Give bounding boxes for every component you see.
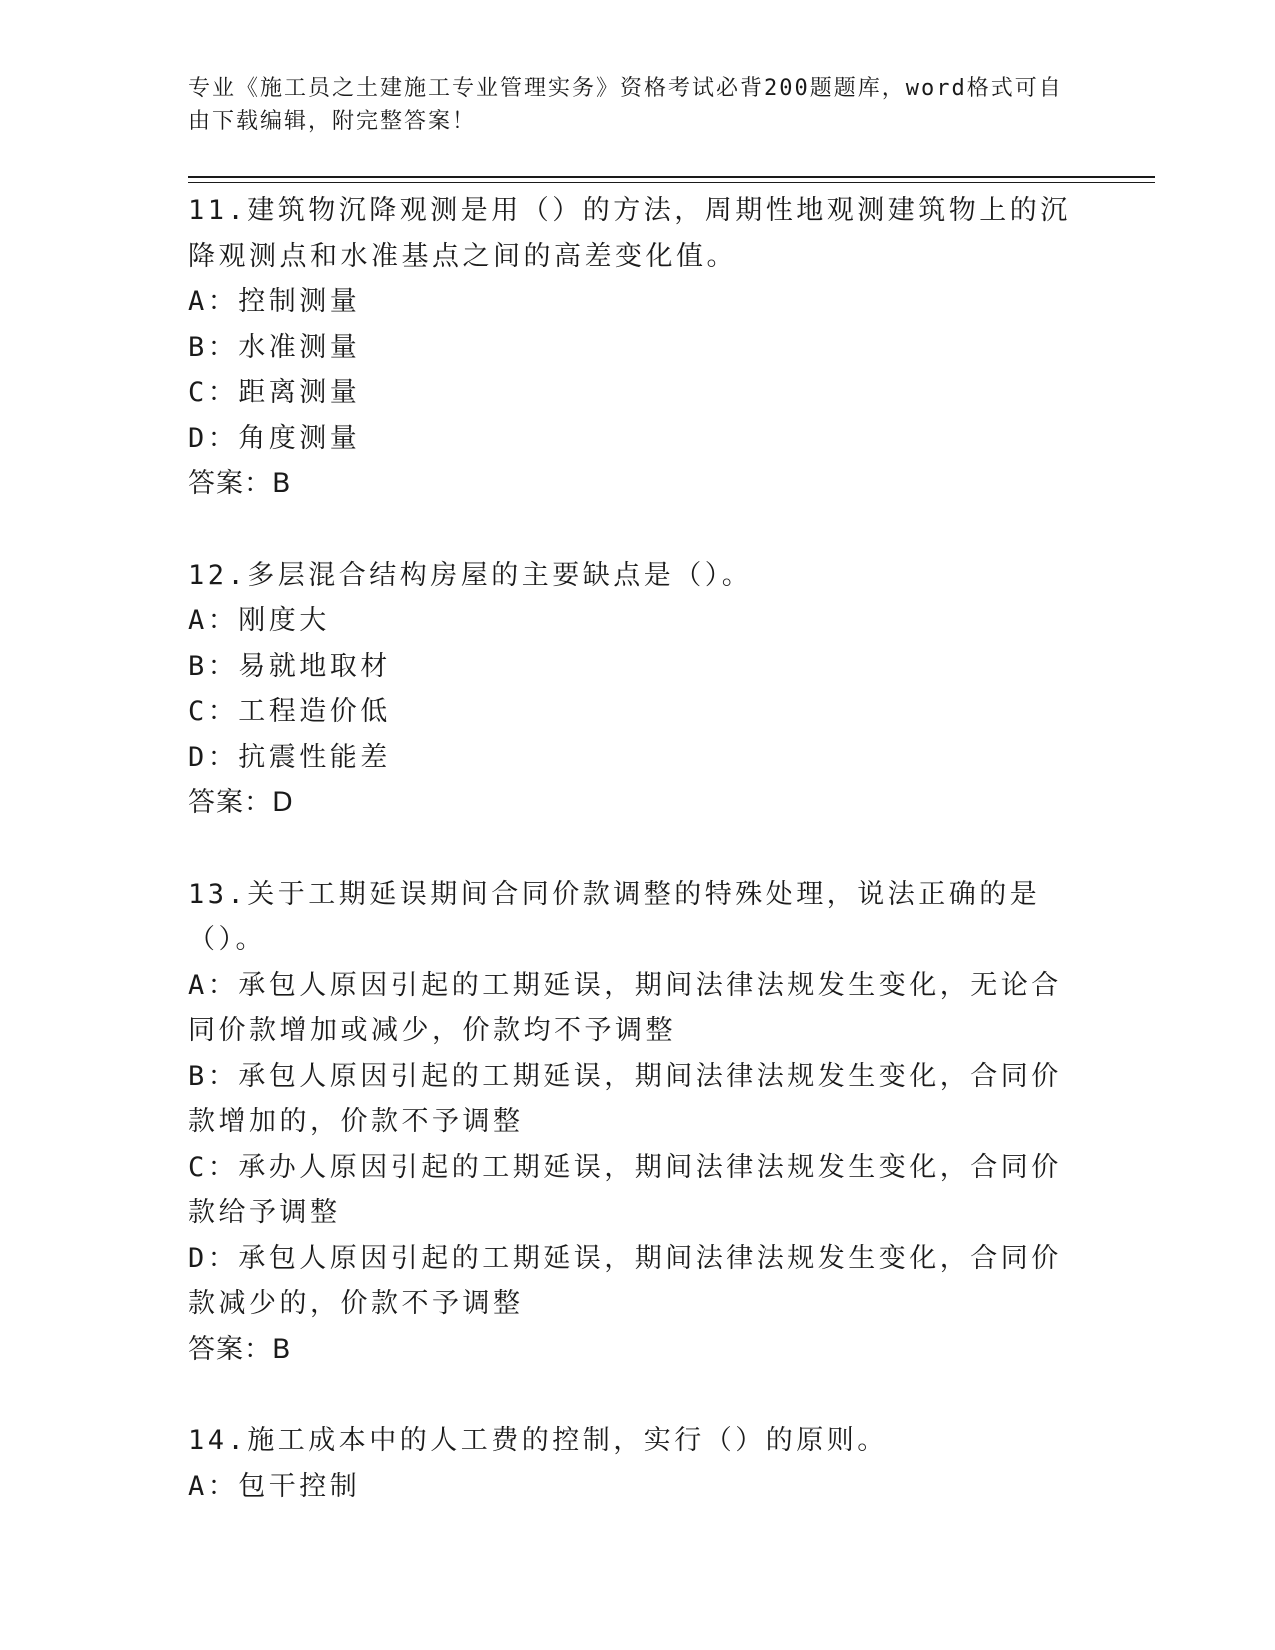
header-divider-thick [188,176,1155,178]
question-14 [188,1418,1088,1509]
document-intro: 专业《施工员之土建施工专业管理实务》资格考试必背200题题库，word格式可自由下载编辑，附完整答案！ [188,76,1063,134]
question-11 [188,188,1088,507]
option-c: C：工程造价低 [188,696,391,727]
option-c: C：距离测量 [188,377,361,408]
option-a: A：承包人原因引起的工期延误，期间法律法规发生变化，无论合同价款增加或减少，价款均不予调整 [188,969,1062,1046]
option-b: B：承包人原因引起的工期延误，期间法律法规发生变化，合同价款增加的，价款不予调整 [188,1060,1062,1137]
answer-line: 答案：D [188,787,294,818]
question-list [188,188,1088,1555]
option-d: D：角度测量 [188,422,361,454]
option-b: B：水准测量 [188,331,361,363]
option-a: A：控制测量 [188,286,361,317]
option-a: A：包干控制 [188,1470,361,1502]
question-13 [188,872,1088,1373]
option-d: D：抗震性能差 [188,741,391,773]
question-stem: 13.关于工期延误期间合同价款调整的特殊处理，说法正确的是（）。 [188,878,1041,955]
option-d: D：承包人原因引起的工期延误，期间法律法规发生变化，合同价款减少的，价款不予调整 [188,1242,1062,1319]
question-12 [188,553,1088,826]
header-divider-thin [188,182,1155,183]
question-stem: 12.多层混合结构房屋的主要缺点是（）。 [188,559,753,591]
answer-line: 答案：B [188,1333,292,1365]
question-stem: 14.施工成本中的人工费的控制，实行（）的原则。 [188,1425,888,1456]
option-c: C：承办人原因引起的工期延误，期间法律法规发生变化，合同价款给予调整 [188,1151,1062,1228]
answer-line: 答案：B [188,468,292,499]
option-b: B：易就地取材 [188,650,391,682]
option-a: A：刚度大 [188,605,330,636]
question-stem: 11.建筑物沉降观测是用（）的方法，周期性地观测建筑物上的沉降观测点和水准基点之间的高差变化值。 [188,195,1071,272]
